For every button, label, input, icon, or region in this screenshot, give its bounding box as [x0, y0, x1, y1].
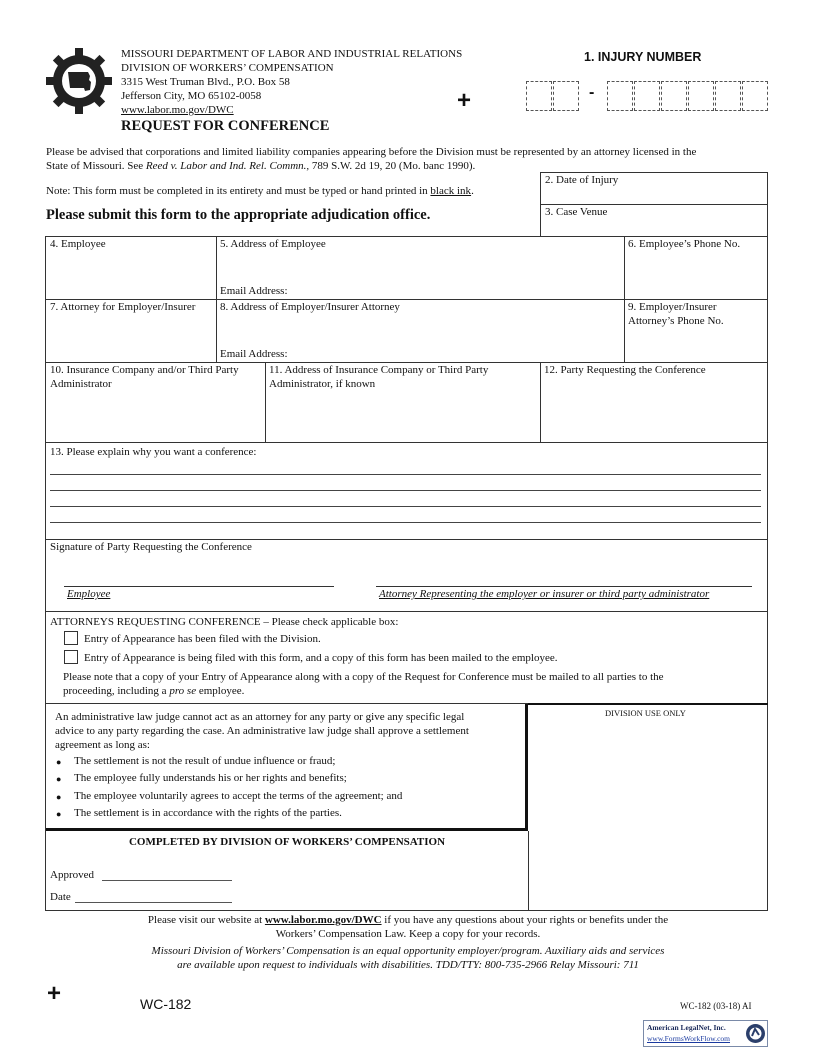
- appearance-filed-checkbox[interactable]: [64, 631, 78, 645]
- division-use-label: DIVISION USE ONLY: [605, 708, 686, 718]
- records-note: Workers’ Compensation Law. Keep a copy for your records.: [275, 928, 541, 940]
- insurance-address-field[interactable]: 11. Address of Insurance Company or Third Party: [269, 364, 489, 376]
- vendor-url[interactable]: www.FormsWorkFlow.com: [647, 1034, 731, 1043]
- completed-heading: COMPLETED BY DIVISION OF WORKERS’ COMPENSATION: [128, 836, 446, 848]
- notice-line-1: Please be advised that corporations and limited liability companies appearing before the Division must be represented by an attorney licensed in the: [46, 146, 697, 158]
- alj-condition: The employee voluntarily agrees to accept the terms of the agreement; and: [74, 790, 403, 802]
- form-id: WC-182: [140, 996, 192, 1012]
- bullet-icon: ●: [56, 792, 62, 802]
- notice-line-2: State of Missouri. See Reed v. Labor and Ind. Rel. Commn., 789 S.W. 2d 19, 20 (Mo. banc 1990).: [46, 160, 476, 172]
- attorney-email-field[interactable]: Email Address:: [220, 348, 288, 360]
- division-name: DIVISION OF WORKERS’ COMPENSATION: [121, 62, 334, 74]
- date-of-injury-field[interactable]: 2. Date of Injury: [545, 174, 619, 186]
- bullet-icon: ●: [56, 757, 62, 767]
- attorney-address-field[interactable]: 8. Address of Employer/Insurer Attorney: [220, 301, 400, 313]
- vendor-name: American LegalNet, Inc.: [647, 1023, 726, 1032]
- employee-signature-caption: Employee: [67, 588, 111, 600]
- injury-digit-box[interactable]: [607, 81, 633, 111]
- eeo-line-1: Missouri Division of Workers’ Compensation is an equal opportunity employer/program. Auxiliary aids and services: [151, 945, 665, 957]
- alj-line-2: advice to any party regarding the case. An administrative law judge shall approve a settlement: [55, 725, 469, 737]
- registration-mark: +: [47, 980, 62, 1007]
- injury-digit-box[interactable]: [715, 81, 741, 111]
- approved-label: Approved: [50, 869, 94, 881]
- injury-number-label: 1. INJURY NUMBER: [584, 50, 702, 64]
- explain-label: 13. Please explain why you want a conference:: [50, 446, 257, 458]
- injury-digit-box[interactable]: [526, 81, 552, 111]
- injury-number-dash: -: [589, 84, 595, 101]
- insurance-company-field-line2: Administrator: [50, 378, 112, 390]
- attorneys-heading: ATTORNEYS REQUESTING CONFERENCE – Please check applicable box:: [50, 616, 399, 628]
- insurance-company-field[interactable]: 10. Insurance Company and/or Third Party: [50, 364, 239, 376]
- injury-digit-box[interactable]: [742, 81, 768, 111]
- case-venue-field[interactable]: 3. Case Venue: [545, 206, 608, 218]
- alj-condition: The settlement is in accordance with the rights of the parties.: [74, 807, 342, 819]
- ink-note: Note: This form must be completed in its entirety and must be typed or hand printed in black ink.: [46, 185, 474, 197]
- attorney-phone-field[interactable]: 9. Employer/Insurer: [628, 301, 717, 313]
- appearance-with-form-checkbox[interactable]: [64, 650, 78, 664]
- alj-line-3: agreement as long as:: [55, 739, 150, 751]
- bullet-icon: ●: [56, 774, 62, 784]
- alj-line-1: An administrative law judge cannot act as an attorney for any party or give any specific legal: [55, 711, 465, 723]
- employee-address-field[interactable]: 5. Address of Employee: [220, 238, 326, 250]
- alj-condition: The settlement is not the result of undue influence or fraud;: [74, 755, 336, 767]
- employee-phone-field[interactable]: 6. Employee’s Phone No.: [628, 238, 741, 250]
- insurance-address-field-line2: Administrator, if known: [269, 378, 376, 390]
- form-revision: WC-182 (03-18) AI: [680, 1001, 752, 1011]
- address-line-2: Jefferson City, MO 65102-0058: [121, 90, 262, 102]
- gear-seal-logo: [44, 46, 114, 116]
- bullet-icon: ●: [56, 809, 62, 819]
- approved-line[interactable]: [102, 880, 232, 881]
- vendor-logo-icon: [745, 1023, 766, 1044]
- submit-instruction: Please submit this form to the appropriate adjudication office.: [46, 207, 431, 223]
- appearance-filed-label: Entry of Appearance has been filed with the Division.: [84, 633, 321, 645]
- website-link[interactable]: www.labor.mo.gov/DWC: [121, 104, 234, 116]
- signature-label: Signature of Party Requesting the Conference: [50, 541, 252, 553]
- registration-mark: +: [457, 87, 472, 114]
- eeo-line-2: are available upon request to individuals with disabilities. TDD/TTY: 800-735-2966 Relay Missouri: 711: [177, 959, 639, 971]
- attorney-field[interactable]: 7. Attorney for Employer/Insurer: [50, 301, 196, 313]
- vendor-badge: [643, 1020, 768, 1047]
- alj-condition: The employee fully understands his or her rights and benefits;: [74, 772, 347, 784]
- employee-field[interactable]: 4. Employee: [50, 238, 106, 250]
- injury-digit-box[interactable]: [661, 81, 687, 111]
- appearance-with-form-label: Entry of Appearance is being filed with this form, and a copy of this form has been mailed to the employee.: [84, 652, 558, 664]
- date-line[interactable]: [75, 902, 232, 903]
- employee-email-field[interactable]: Email Address:: [220, 285, 288, 297]
- requesting-party-field[interactable]: 12. Party Requesting the Conference: [544, 364, 706, 376]
- attorney-signature-caption: Attorney Representing the employer or insurer or third party administrator: [379, 588, 710, 600]
- injury-digit-box[interactable]: [553, 81, 579, 111]
- form-title: REQUEST FOR CONFERENCE: [121, 118, 330, 134]
- date-label: Date: [50, 891, 71, 903]
- agency-name: MISSOURI DEPARTMENT OF LABOR AND INDUSTRIAL RELATIONS: [121, 48, 463, 60]
- attorneys-note-line-1: Please note that a copy of your Entry of Appearance along with a copy of the Request for Conference must be mailed to all parties to the: [63, 671, 664, 683]
- injury-digit-box[interactable]: [634, 81, 660, 111]
- website-note: Please visit our website at www.labor.mo.gov/DWC if you have any questions about your rights or benefits under the: [147, 914, 669, 926]
- attorney-phone-field-line2: Attorney’s Phone No.: [628, 315, 724, 327]
- injury-digit-box[interactable]: [688, 81, 714, 111]
- attorneys-note-line-2: proceeding, including a pro se employee.: [63, 685, 245, 697]
- address-line-1: 3315 West Truman Blvd., P.O. Box 58: [121, 76, 290, 88]
